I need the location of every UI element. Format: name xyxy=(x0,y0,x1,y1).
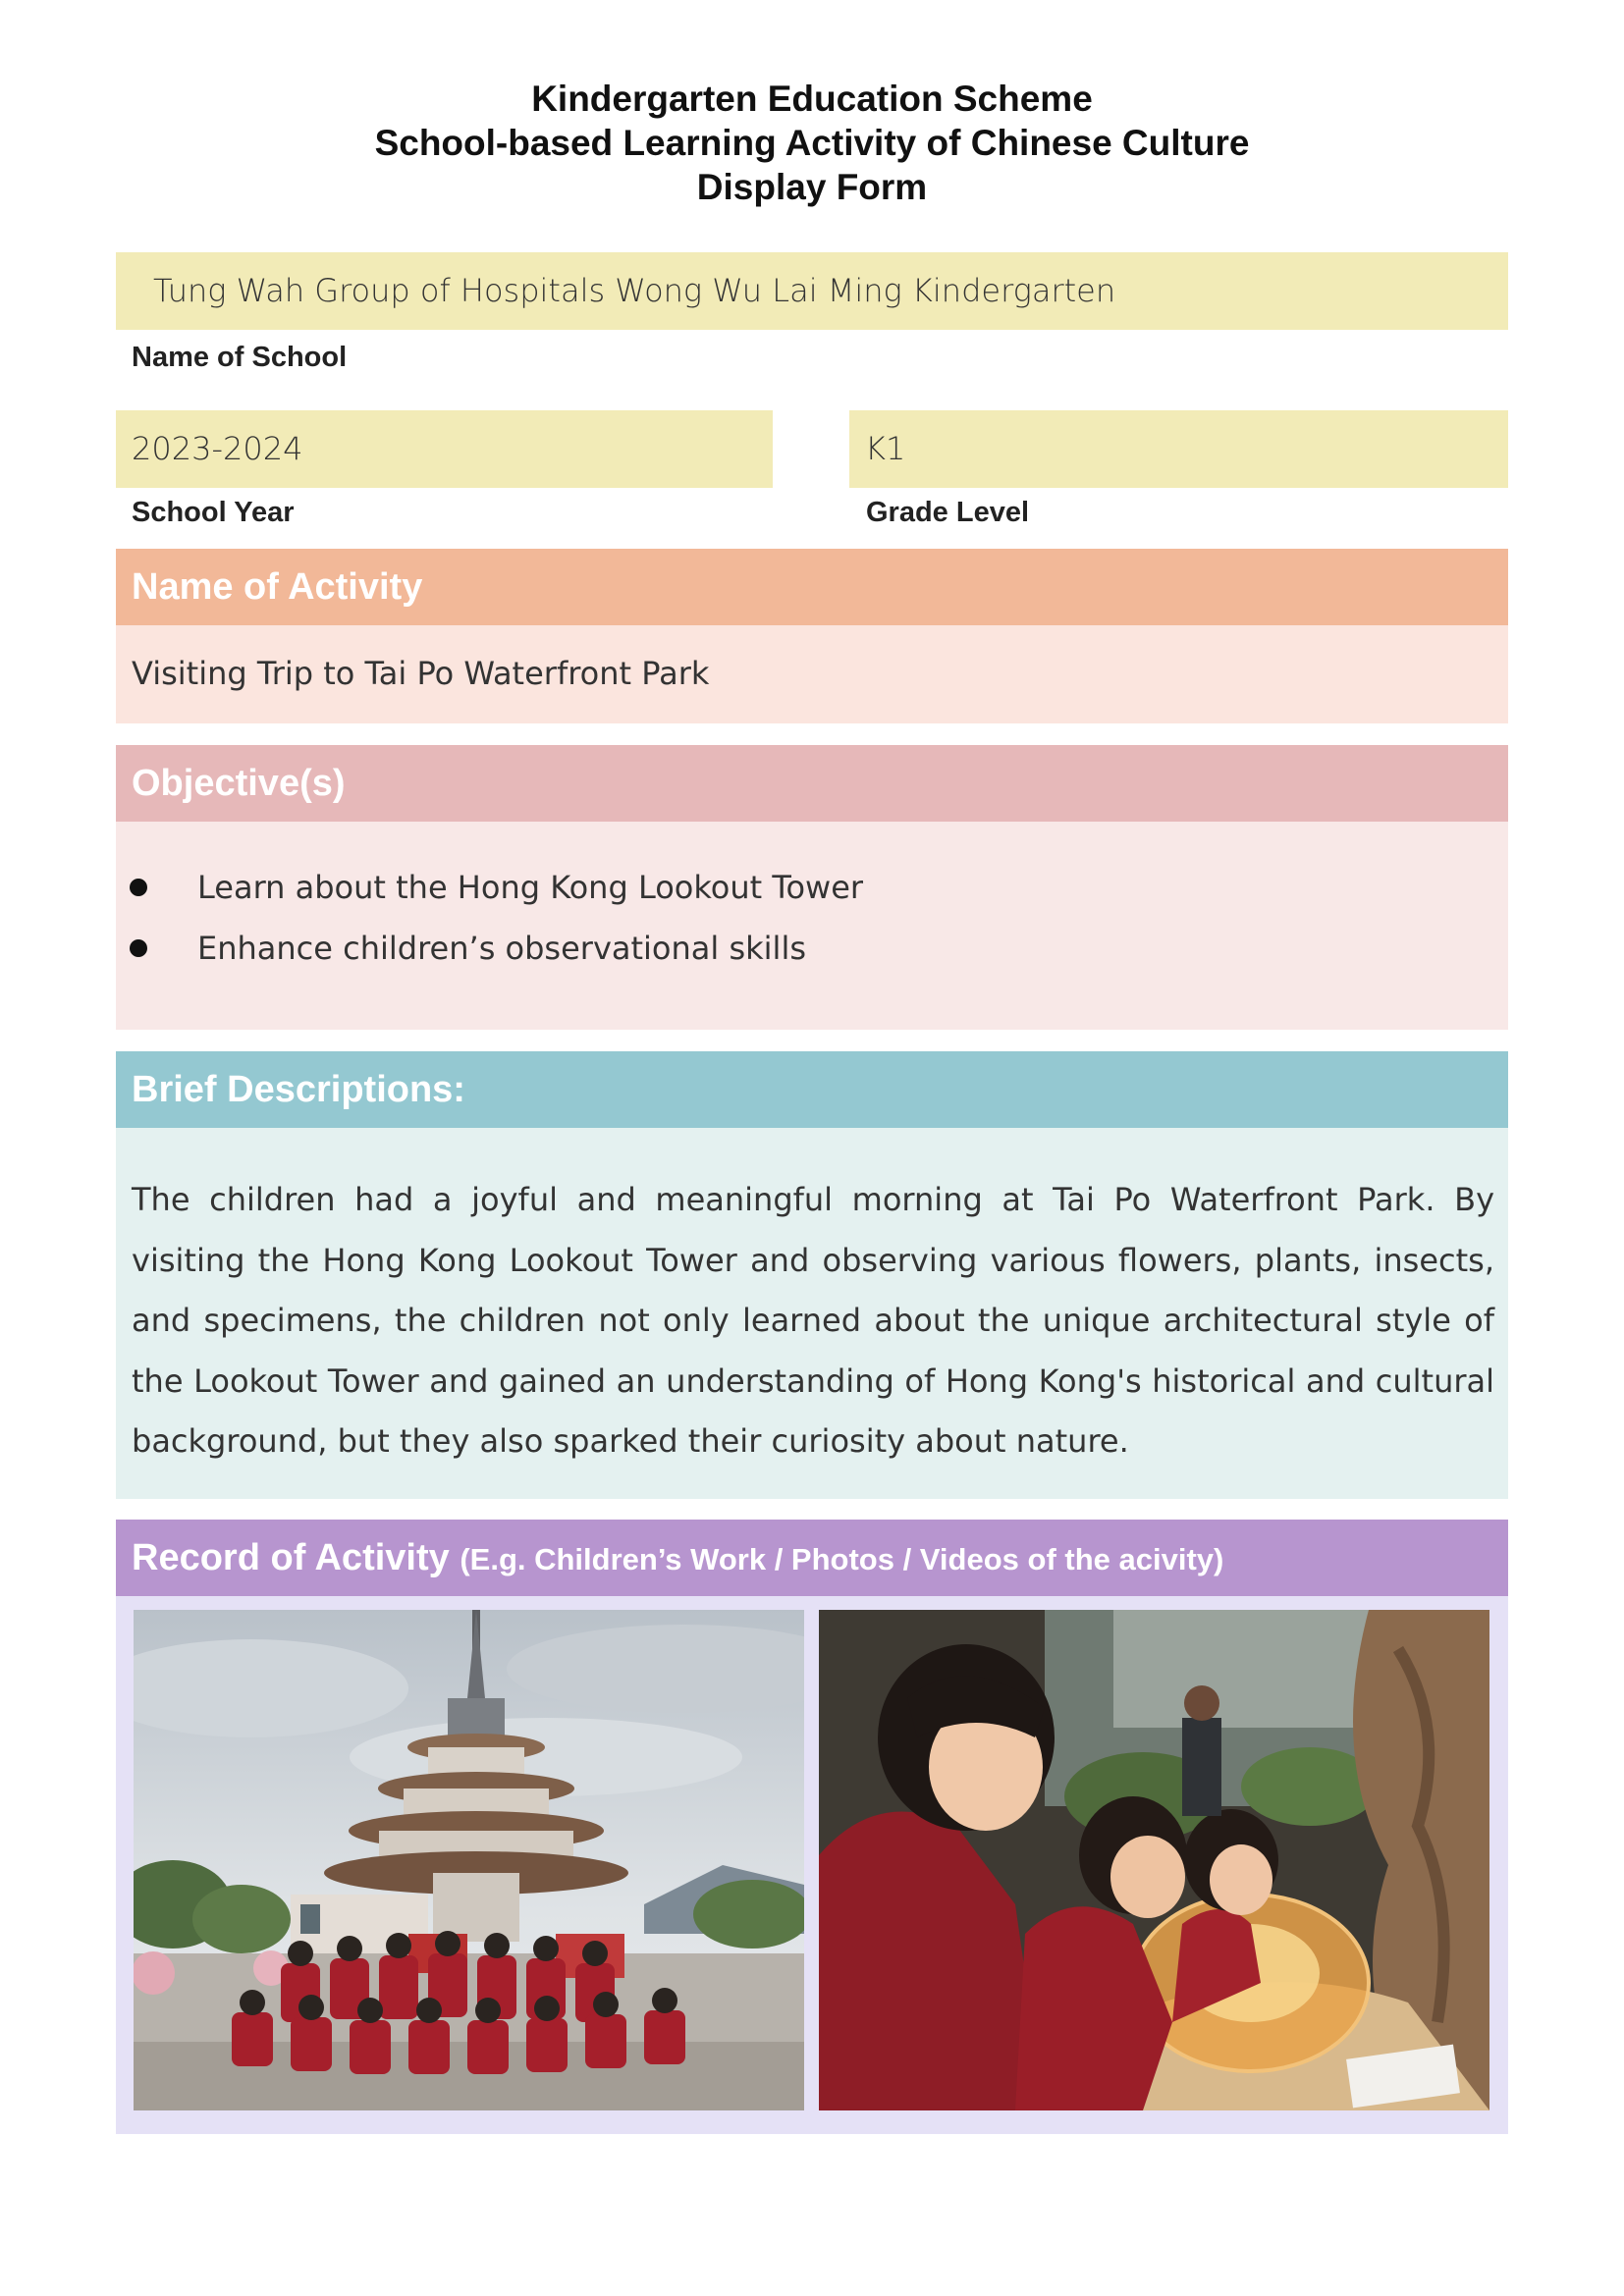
school-year-value: 2023-2024 xyxy=(132,430,303,467)
record-heading-subtitle: (E.g. Children’s Work / Photos / Videos of the acivity) xyxy=(460,1542,1224,1576)
record-heading xyxy=(116,1520,1508,1596)
school-name-label: Name of School xyxy=(132,342,348,373)
activity-body xyxy=(116,625,1508,723)
bullet-icon xyxy=(130,879,147,896)
activity-heading: Name of Activity xyxy=(116,549,1508,625)
school-year-label: School Year xyxy=(132,497,295,528)
school-name-field xyxy=(116,252,1508,330)
record-heading-title: Record of Activity xyxy=(132,1537,450,1578)
bullet-icon xyxy=(130,939,147,957)
grade-level-value: K1 xyxy=(865,430,906,467)
grade-level-field xyxy=(849,410,1508,488)
description-heading: Brief Descriptions: xyxy=(116,1051,1508,1128)
objectives-heading: Objective(s) xyxy=(116,745,1508,822)
children-observing-photo xyxy=(819,1610,1489,2110)
title-line-1: Kindergarten Education Scheme xyxy=(531,79,1093,119)
activity-name: Visiting Trip to Tai Po Waterfront Park xyxy=(132,655,710,692)
school-name-value: Tung Wah Group of Hospitals Wong Wu Lai Ming Kindergarten xyxy=(153,272,1116,309)
grade-level-label: Grade Level xyxy=(866,497,1030,528)
objective-text: Learn about the Hong Kong Lookout Tower xyxy=(197,869,864,906)
form-title xyxy=(0,77,1624,209)
objectives-body xyxy=(116,822,1508,1030)
title-line-3: Display Form xyxy=(696,167,928,207)
tower-group-photo xyxy=(134,1610,804,2110)
school-year-field xyxy=(116,410,773,488)
title-line-2: School-based Learning Activity of Chinese Culture xyxy=(374,123,1250,163)
objective-text: Enhance children’s observational skills xyxy=(197,930,806,967)
description-text: The children had a joyful and meaningful morning at Tai Po Waterfront Park. By visiting the Hong Kong Lookout Tower and observing various flowers, plants, insects, and specimens, the children not only learned about the unique architectural style of the Lookout Tower and gained an understanding of Hong Kong's historical and cultural background, but they also sparked their curiosity about nature. xyxy=(132,1181,1494,1460)
